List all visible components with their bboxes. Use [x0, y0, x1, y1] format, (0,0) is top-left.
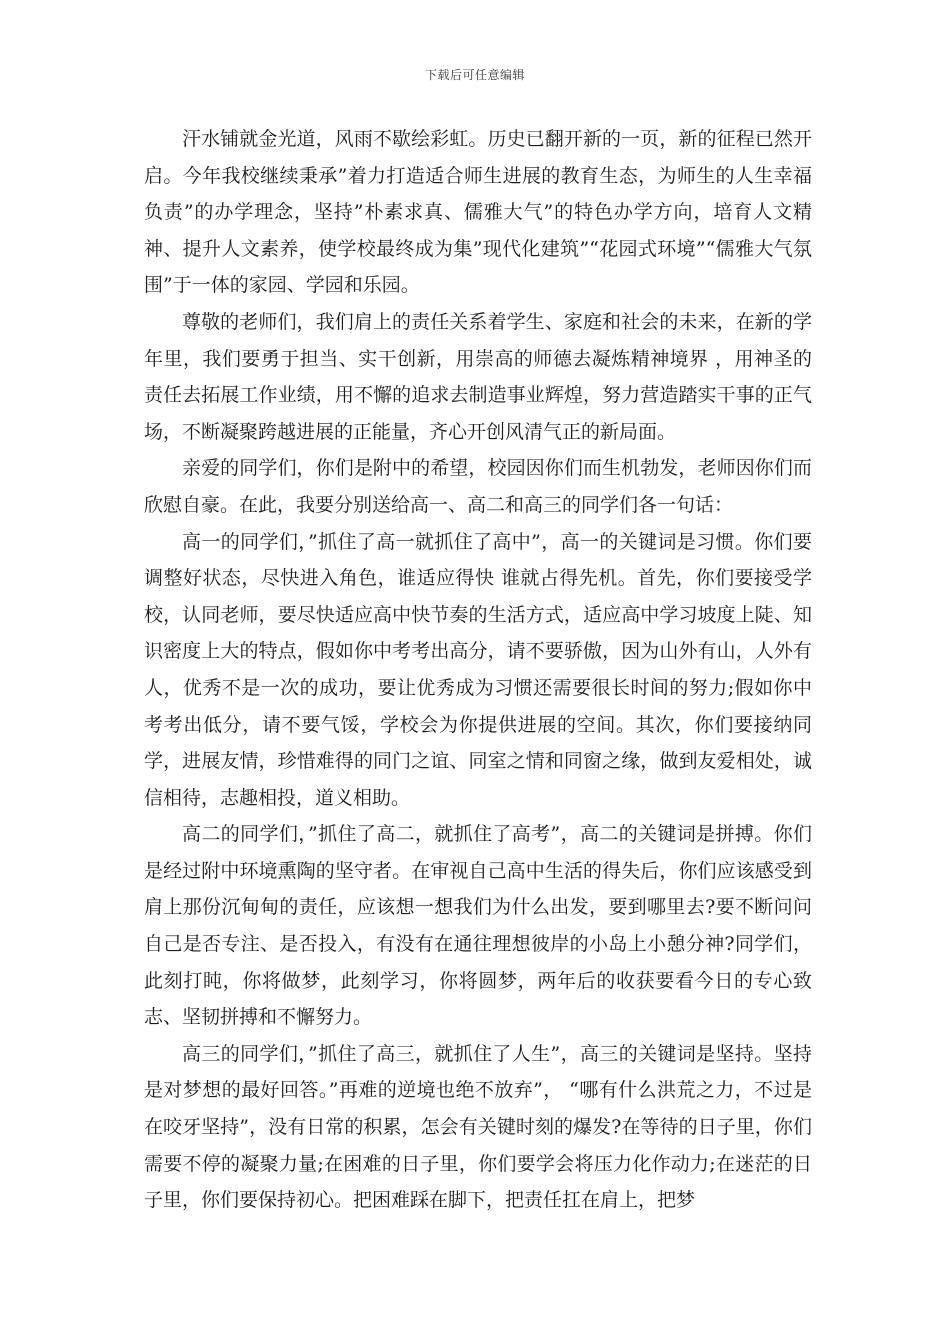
paragraph-grade-three: 高三的同学们，”抓住了高三，就抓住了人生”，高三的关键词是坚持。坚持是对梦想的最好回答。”再难的逆境也绝不放弃”， “哪有什么洪荒之力，不过是在咬牙坚持”，没有日常的积累，怎会有关键时刻的爆发?在等待的日子里，你们需要不停的凝聚力量;在困难的日子里，你们要学会将压力化作动力;在迷茫的日子里，你们要保持初心。把困难踩在脚下，把责任扛在肩上，把梦: [144, 1042, 812, 1212]
paragraph-grade-two: 高二的同学们，”抓住了高二，就抓住了高考”，高二的关键词是拼搏。你们是经过附中环境熏陶的坚守者。在审视自己高中生活的得失后，你们应该感受到肩上那份沉甸甸的责任，应该想一想我们为什么出发，要到哪里去?要不断问问自己是否专注、是否投入，有没有在通往理想彼岸的小岛上小憩分神?同学们，此刻打盹，你将做梦，此刻学习，你将圆梦，两年后的收获要看今日的专心致志、坚韧拼搏和不懈努力。: [144, 823, 812, 1029]
paragraph-opening: 汗水铺就金光道，风雨不歇绘彩虹。历史已翻开新的一页，新的征程已然开启。今年我校继续秉承”着力打造适合师生进展的教育生态，为师生的人生幸福负责”的办学理念，坚持”朴素求真、儒雅大气”的特色办学方向，培育人文精神、提升人文素养，使学校最终成为集”现代化建筑”“花园式环境”“儒雅大气氛围”于一体的家园、学园和乐园。: [144, 128, 812, 297]
page-header: 下载后可任意编辑: [424, 68, 525, 82]
paragraph-teachers: 尊敬的老师们，我们肩上的责任关系着学生、家庭和社会的未来，在新的学年里，我们要勇于担当、实干创新，用崇高的师德去凝炼精神境界 ，用神圣的责任去拓展工作业绩，用不懈的追求去制造事业辉煌，努力营造踏实干事的正气场，不断凝聚跨越进展的正能量，齐心开创风清气正的新局面。: [144, 310, 812, 443]
document-body: [144, 121, 812, 1219]
paragraph-grade-one: 高一的同学们，”抓住了高一就抓住了高中”，高一的关键词是习惯。你们要调整好状态，尽快进入角色，谁适应得快 谁就占得先机。首先，你们要接受学校，认同老师，要尽快适应高中快节奏的生活方式，适应高中学习坡度上陡、知识密度上大的特点，假如你中考考出高分，请不要骄傲，因为山外有山，人外有人，优秀不是一次的成功，要让优秀成为习惯还需要很长时间的努力;假如你中考考出低分，请不要气馁，学校会为你提供进展的空间。其次，你们要接纳同学，进展友情，珍惜难得的同门之谊、同室之情和同窗之缘，做到友爱相处，诚信相待，志趣相投，道义相助。: [144, 530, 812, 809]
paragraph-students: 亲爱的同学们，你们是附中的希望，校园因你们而生机勃发，老师因你们而欣慰自豪。在此，我要分别送给高一、高二和高三的同学们各一句话：: [144, 457, 812, 516]
